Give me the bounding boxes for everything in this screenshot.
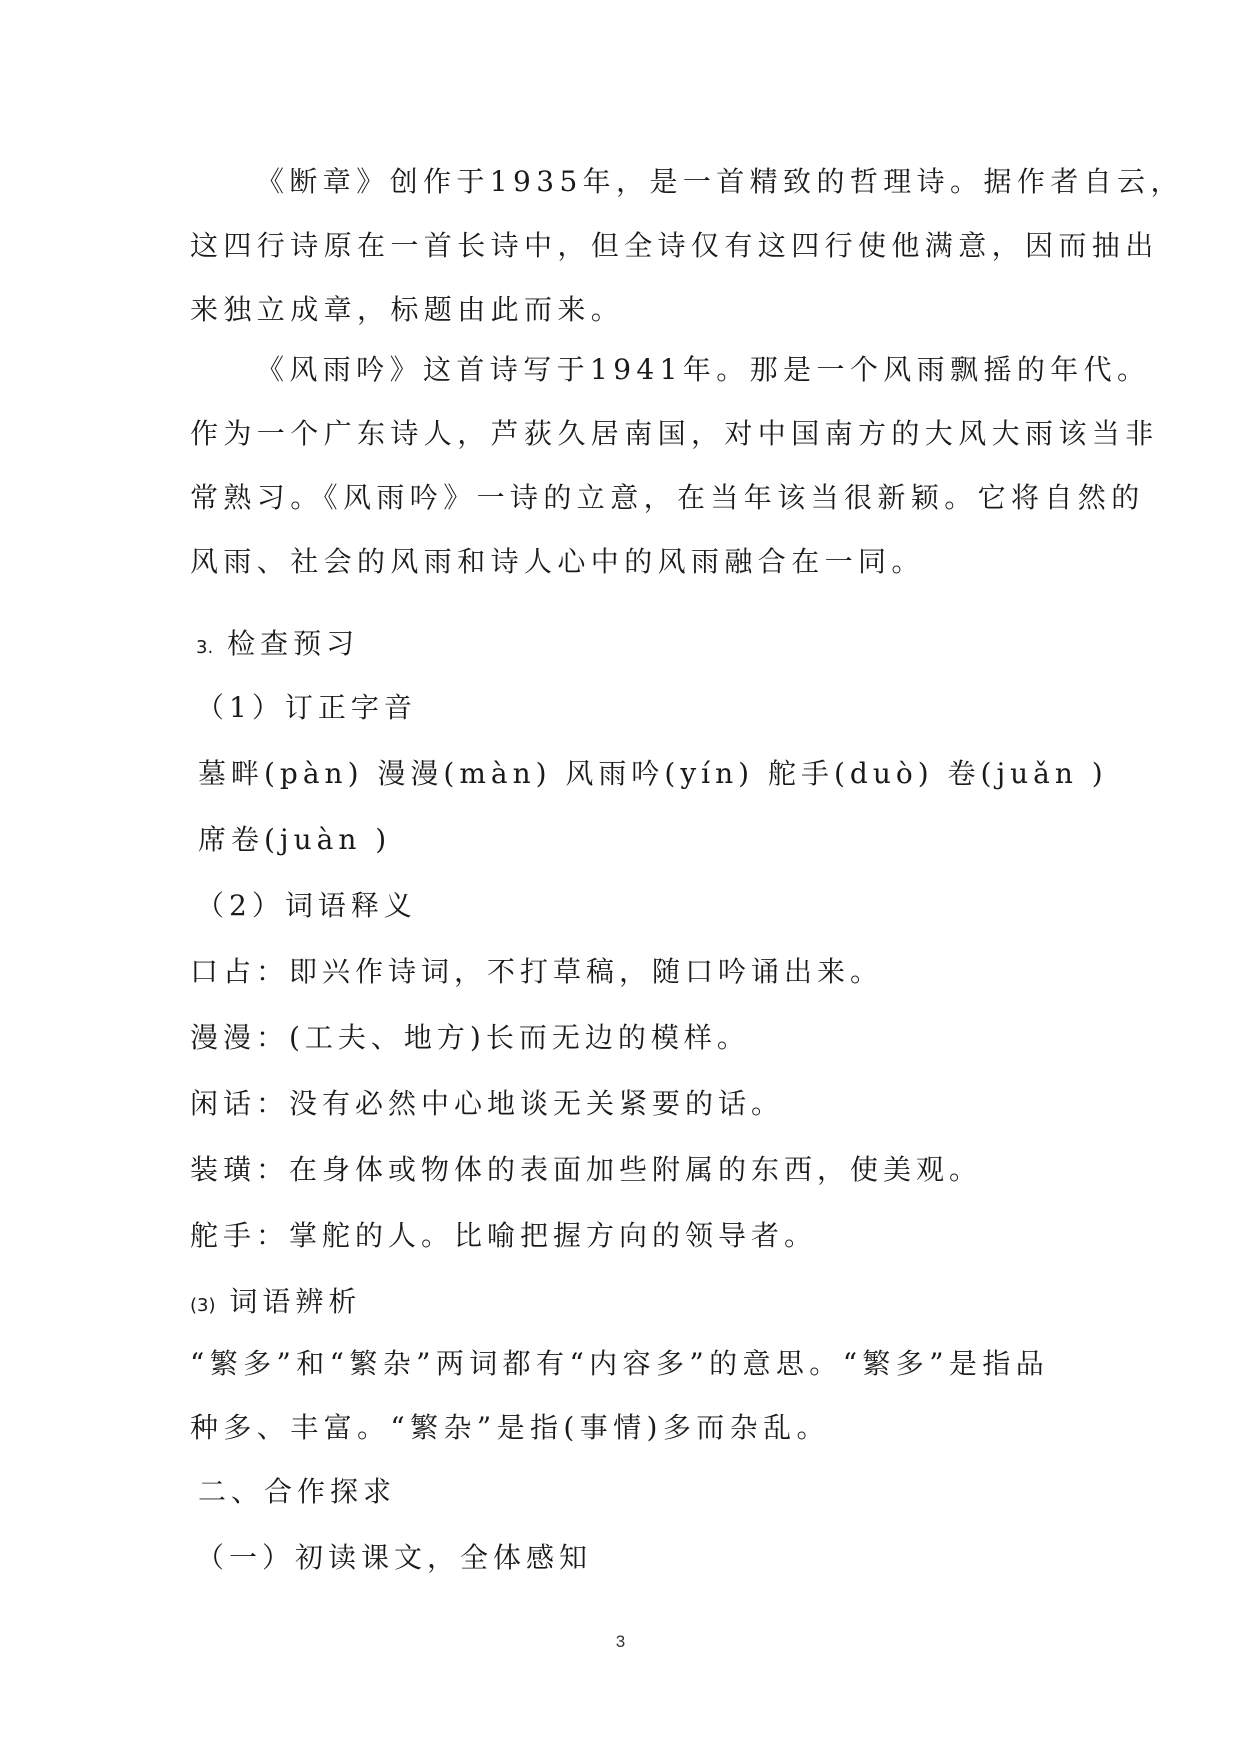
page-number: 3	[615, 1632, 626, 1651]
section-title: 检查预习	[227, 627, 360, 660]
section-two-heading: 二、合作探求	[198, 1475, 397, 1508]
definition-item: 漫漫：(工夫、地方)长而无边的模样。	[190, 1021, 750, 1054]
definition-item: 舵手：掌舵的人。比喻把握方向的领导者。	[190, 1219, 818, 1252]
definition-item: 装璜：在身体或物体的表面加些附属的东西，使美观。	[190, 1153, 983, 1186]
pronunciation-line-2: 席卷(juàn )	[198, 823, 392, 856]
intro-paragraph-1	[190, 150, 1184, 342]
section-two-subheading: （一）初读课文，全体感知	[196, 1541, 593, 1574]
paragraph-line: “繁多”和“繁杂”两词都有“内容多”的意思。“繁多”是指品	[190, 1347, 1050, 1380]
definition-item: 闲话：没有必然中心地谈无关紧要的话。	[190, 1087, 785, 1120]
paragraph-line: 作为一个广东诗人，芦荻久居南国，对中国南方的大风大雨该当非	[190, 417, 1159, 450]
subsection-3-heading	[190, 1280, 1060, 1320]
paragraph-line: 这四行诗原在一首长诗中，但全诗仅有这四行使他满意，因而抽出	[190, 229, 1159, 262]
subsection-1-heading: （1）订正字音	[196, 691, 417, 724]
paragraph-line: 种多、丰富。“繁杂”是指(事情)多而杂乱。	[190, 1411, 830, 1444]
analysis-paragraph	[190, 1332, 1060, 1460]
subsection-number: (3)	[190, 1295, 216, 1316]
definition-item: 口占：即兴作诗词，不打草稿，随口吟诵出来。	[190, 955, 884, 988]
section-number: 3.	[196, 637, 214, 658]
paragraph-line: 风雨、社会的风雨和诗人心中的风雨融合在一同。	[190, 545, 925, 578]
paragraph-line: 《断章》创作于1935年，是一首精致的哲理诗。据作者自云，	[256, 165, 1184, 198]
section-3-heading	[196, 622, 1066, 662]
paragraph-line: 来独立成章，标题由此而来。	[190, 293, 625, 326]
subsection-title: 词语辨析	[229, 1285, 362, 1318]
subsection-2-heading: （2）词语释义	[196, 889, 417, 922]
pronunciation-line-1: 墓畔(pàn) 漫漫(màn) 风雨吟(yín) 舵手(duò) 卷(juǎn )	[198, 757, 1108, 790]
paragraph-line: 《风雨吟》这首诗写于1941年。那是一个风雨飘摇的年代。	[256, 353, 1151, 386]
intro-paragraph-2	[190, 338, 1159, 594]
paragraph-line: 常熟习。《风雨吟》一诗的立意，在当年该当很新颖。它将自然的	[190, 481, 1145, 514]
